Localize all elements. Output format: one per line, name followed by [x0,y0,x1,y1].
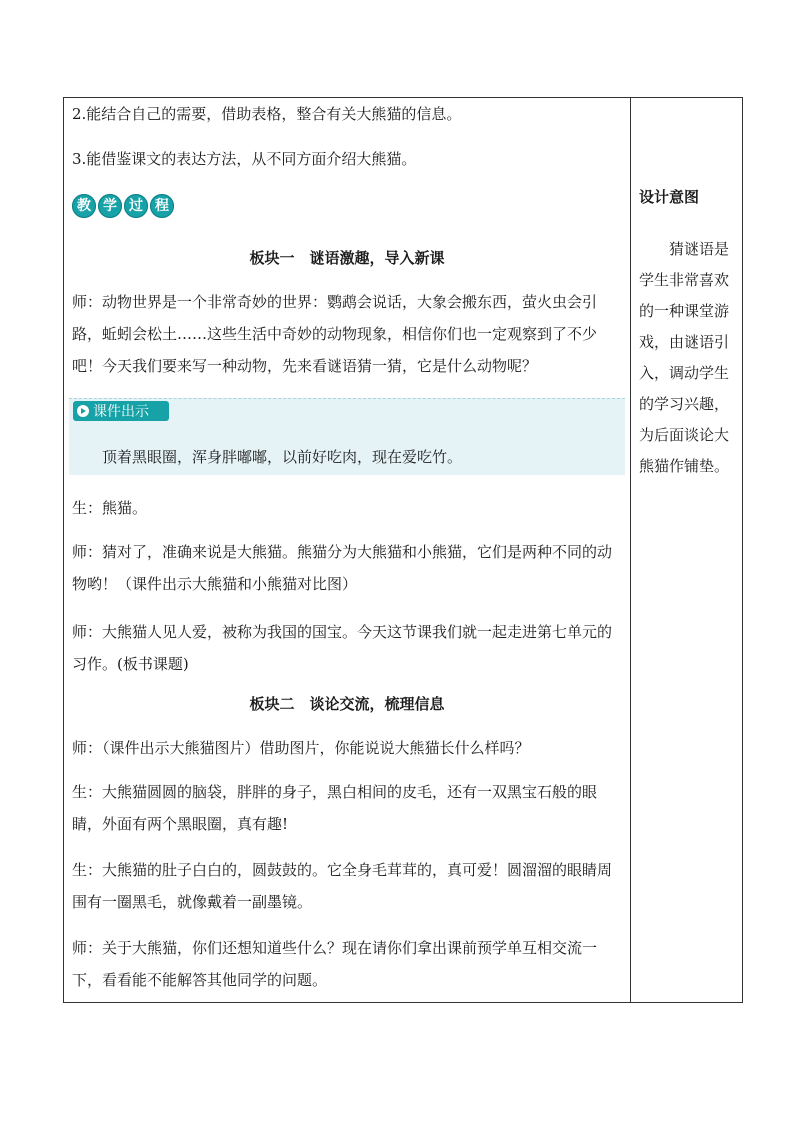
courseware-tab [73,401,169,421]
teacher-paragraph-4: 师：（课件出示大熊猫图片）借助图片，你能说说大熊猫长什么样吗？ [72,739,530,757]
lesson-plan-table [63,97,743,1003]
design-intent-title: 设计意图 [639,188,700,206]
badge-char-2: 学 [98,194,122,218]
teacher-paragraph-2: 师：猜对了，准确来说是大熊猫。熊猫分为大熊猫和小熊猫，它们是两种不同的动物哟！（课件出示大熊猫和小熊猫对比图） [72,543,613,593]
badge-char-3: 过 [124,194,148,218]
teacher-paragraph-1: 师：动物世界是一个非常奇妙的世界：鹦鹉会说话，大象会搬东西，萤火虫会引路，蚯蚓会松土……这些生活中奇妙的动物现象，相信你们也一定观察到了不少吧！今天我们要来写一种动物，先来看谜语猜一猜，它是什么动物呢？ [72,293,598,375]
student-paragraph-3: 生：大熊猫的肚子白白的，圆鼓鼓的。它全身毛茸茸的，真可爱！圆溜溜的眼睛周围有一圈黑毛，就像戴着一副墨镜。 [72,861,613,911]
teacher-paragraph-3: 师：大熊猫人见人爱，被称为我国的国宝。今天这节课我们就一起走进第七单元的习作。(板书课题) [72,623,613,673]
section-2-title: 板块二 谈论交流，梳理信息 [249,695,445,713]
badge-char-4: 程 [150,194,174,218]
courseware-box [69,398,625,475]
design-intent-text: 猜谜语是学生非常喜欢的一种课堂游戏，由谜语引入，调动学生的学习兴趣，为后面谈论大熊猫作铺垫。 [639,240,730,475]
teacher-paragraph-5: 师：关于大熊猫，你们还想知道些什么？现在请你们拿出课前预学单互相交流一下，看看能不能解答其他同学的问题。 [72,939,598,989]
column-divider [630,98,631,1002]
badge-char-1: 教 [72,194,96,218]
play-icon [77,405,89,417]
goal-3: 3.能借鉴课文的表达方法，从不同方面介绍大熊猫。 [72,150,417,168]
teaching-process-badge [72,194,174,222]
courseware-label: 课件出示 [93,404,149,420]
student-paragraph-1: 生：熊猫。 [72,499,148,517]
section-1-title: 板块一 谜语激趣，导入新课 [249,249,445,267]
goal-2: 2.能结合自己的需要，借助表格，整合有关大熊猫的信息。 [72,105,462,123]
riddle-text: 顶着黑眼圈，浑身胖嘟嘟，以前好吃肉，现在爱吃竹。 [102,448,463,466]
student-paragraph-2: 生：大熊猫圆圆的脑袋，胖胖的身子，黑白相间的皮毛，还有一双黑宝石般的眼睛，外面有两个黑眼圈，真有趣! [72,783,598,833]
